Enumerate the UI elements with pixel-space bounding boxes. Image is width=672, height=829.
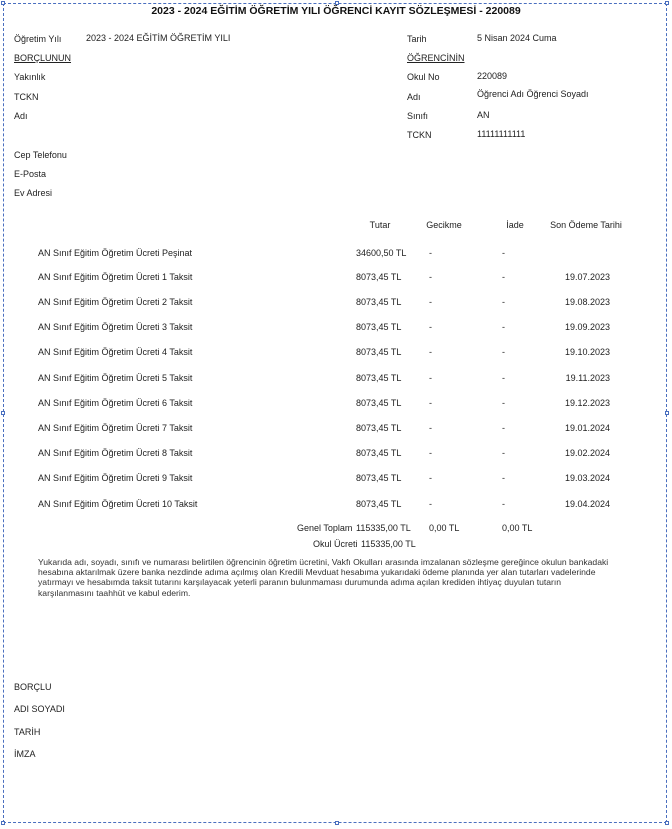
col-header-due-date: Son Ödeme Tarihi: [550, 220, 622, 230]
row-due-date: 19.01.2024: [564, 423, 610, 433]
row-refund: -: [502, 272, 505, 282]
row-refund: -: [502, 322, 505, 332]
row-due-date: 19.09.2023: [564, 322, 610, 332]
row-description: AN Sınıf Eğitim Öğretim Ücreti 4 Taksit: [38, 347, 193, 357]
borrower-address-label: Ev Adresi: [14, 188, 53, 198]
row-delay: -: [429, 423, 432, 433]
row-amount: 8073,45 TL: [356, 322, 402, 332]
col-header-amount: Tutar: [369, 220, 391, 230]
row-amount: 8073,45 TL: [356, 499, 402, 509]
year-value: 2023 - 2024 EĞİTİM ÖĞRETİM YILI: [86, 33, 231, 43]
row-delay: -: [429, 373, 432, 383]
row-delay: -: [429, 499, 432, 509]
signature-debtor-label: BORÇLU: [14, 682, 52, 692]
row-due-date: 19.08.2023: [564, 297, 610, 307]
grand-total-amount: 115335,00 TL: [356, 523, 411, 533]
student-tckn-label: TCKN: [407, 130, 432, 140]
student-class-label: Sınıfı: [407, 111, 429, 121]
row-description: AN Sınıf Eğitim Öğretim Ücreti 9 Taksit: [38, 473, 193, 483]
grand-total-label: Genel Toplam: [297, 523, 353, 533]
row-description: AN Sınıf Eğitim Öğretim Ücreti 7 Taksit: [38, 423, 193, 433]
row-amount: 8073,45 TL: [356, 448, 402, 458]
row-delay: -: [429, 272, 432, 282]
borrower-email-label: E-Posta: [14, 169, 47, 179]
row-amount: 8073,45 TL: [356, 347, 402, 357]
school-fee-label: Okul Ücreti: [313, 539, 358, 549]
row-due-date: 19.02.2024: [564, 448, 610, 458]
row-amount: 8073,45 TL: [356, 398, 402, 408]
borrower-relation-label: Yakınlık: [14, 72, 46, 82]
row-refund: -: [502, 423, 505, 433]
row-refund: -: [502, 473, 505, 483]
row-refund: -: [502, 373, 505, 383]
date-label: Tarih: [407, 34, 427, 44]
document-title: 2023 - 2024 EĞİTİM ÖĞRETİM YILI ÖĞRENCİ KAYIT SÖZLEŞMESİ - 220089: [151, 5, 521, 17]
row-due-date: 19.11.2023: [565, 373, 610, 383]
agreement-text: Yukarıda adı, soyadı, sınıfı ve numarası belirtilen öğrencinin öğretim ücretini, Vakfı Okulları arasında imzalanan sözleşme gereğince okulun bankadaki hesabına aktarılmak üzere banka nezdinde adıma açılmış olan Kredili Mevduat hesabıma yukarıdaki ödeme planında yer alan tutarları vadelerinde yatırmayı ve hesabımda taksit tutarını karşılayacak yeterli paranın bulunmaması durumunda adıma açılan krediden ihtiyaç duyulan tutarın karşılanmasını taahhüt ve kabul ederim.: [38, 557, 609, 598]
row-delay: -: [429, 347, 432, 357]
row-due-date: 19.10.2023: [564, 347, 610, 357]
row-delay: -: [429, 248, 432, 258]
row-amount: 8073,45 TL: [356, 423, 402, 433]
row-description: AN Sınıf Eğitim Öğretim Ücreti 10 Taksit: [38, 499, 198, 509]
student-no-label: Okul No: [407, 72, 440, 82]
resize-handle-bottom-right[interactable]: [665, 821, 669, 825]
row-amount: 8073,45 TL: [356, 473, 402, 483]
col-header-refund: İade: [506, 220, 524, 230]
row-refund: -: [502, 248, 505, 258]
row-delay: -: [429, 473, 432, 483]
resize-handle-bottom[interactable]: [335, 821, 339, 825]
student-tckn-value: 11111111111: [477, 129, 526, 139]
row-description: AN Sınıf Eğitim Öğretim Ücreti 6 Taksit: [38, 398, 193, 408]
row-amount: 8073,45 TL: [356, 272, 402, 282]
row-description: AN Sınıf Eğitim Öğretim Ücreti 5 Taksit: [38, 373, 193, 383]
row-refund: -: [502, 297, 505, 307]
student-heading: ÖĞRENCİNİN: [407, 53, 465, 63]
borrower-heading: BORÇLUNUN: [14, 53, 72, 63]
student-class-value: AN: [477, 110, 490, 120]
student-no-value: 220089: [477, 71, 508, 81]
borrower-tckn-label: TCKN: [14, 92, 39, 102]
row-due-date: 19.12.2023: [564, 398, 610, 408]
row-delay: -: [429, 448, 432, 458]
grand-total-delay: 0,00 TL: [429, 523, 460, 533]
student-name-label: Adı: [407, 92, 421, 102]
page-border: [3, 3, 667, 823]
row-delay: -: [429, 297, 432, 307]
grand-total-refund: 0,00 TL: [502, 523, 533, 533]
row-description: AN Sınıf Eğitim Öğretim Ücreti 1 Taksit: [38, 272, 193, 282]
resize-handle-bottom-left[interactable]: [1, 821, 5, 825]
row-refund: -: [502, 448, 505, 458]
signature-name-label: ADI SOYADI: [14, 704, 65, 714]
student-name-value: Öğrenci Adı Öğrenci Soyadı: [477, 89, 589, 99]
borrower-phone-label: Cep Telefonu: [14, 150, 67, 160]
signature-date-label: TARİH: [14, 727, 41, 737]
year-label: Öğretim Yılı: [14, 34, 62, 44]
row-description: AN Sınıf Eğitim Öğretim Ücreti Peşinat: [38, 248, 193, 258]
row-description: AN Sınıf Eğitim Öğretim Ücreti 2 Taksit: [38, 297, 193, 307]
row-amount: 34600,50 TL: [356, 248, 407, 258]
resize-handle-right[interactable]: [665, 411, 669, 415]
row-amount: 8073,45 TL: [356, 373, 402, 383]
row-refund: -: [502, 499, 505, 509]
row-description: AN Sınıf Eğitim Öğretim Ücreti 3 Taksit: [38, 322, 193, 332]
row-description: AN Sınıf Eğitim Öğretim Ücreti 8 Taksit: [38, 448, 193, 458]
resize-handle-left[interactable]: [1, 411, 5, 415]
row-due-date: 19.03.2024: [564, 473, 610, 483]
col-header-delay: Gecikme: [426, 220, 462, 230]
row-due-date: 19.04.2024: [564, 499, 610, 509]
row-refund: -: [502, 398, 505, 408]
school-fee-amount: 115335,00 TL: [361, 539, 416, 549]
row-delay: -: [429, 322, 432, 332]
date-value: 5 Nisan 2024 Cuma: [477, 33, 557, 43]
row-amount: 8073,45 TL: [356, 297, 402, 307]
row-due-date: 19.07.2023: [564, 272, 610, 282]
row-delay: -: [429, 398, 432, 408]
row-refund: -: [502, 347, 505, 357]
signature-sign-label: İMZA: [14, 749, 36, 759]
borrower-name-label: Adı: [14, 111, 28, 121]
